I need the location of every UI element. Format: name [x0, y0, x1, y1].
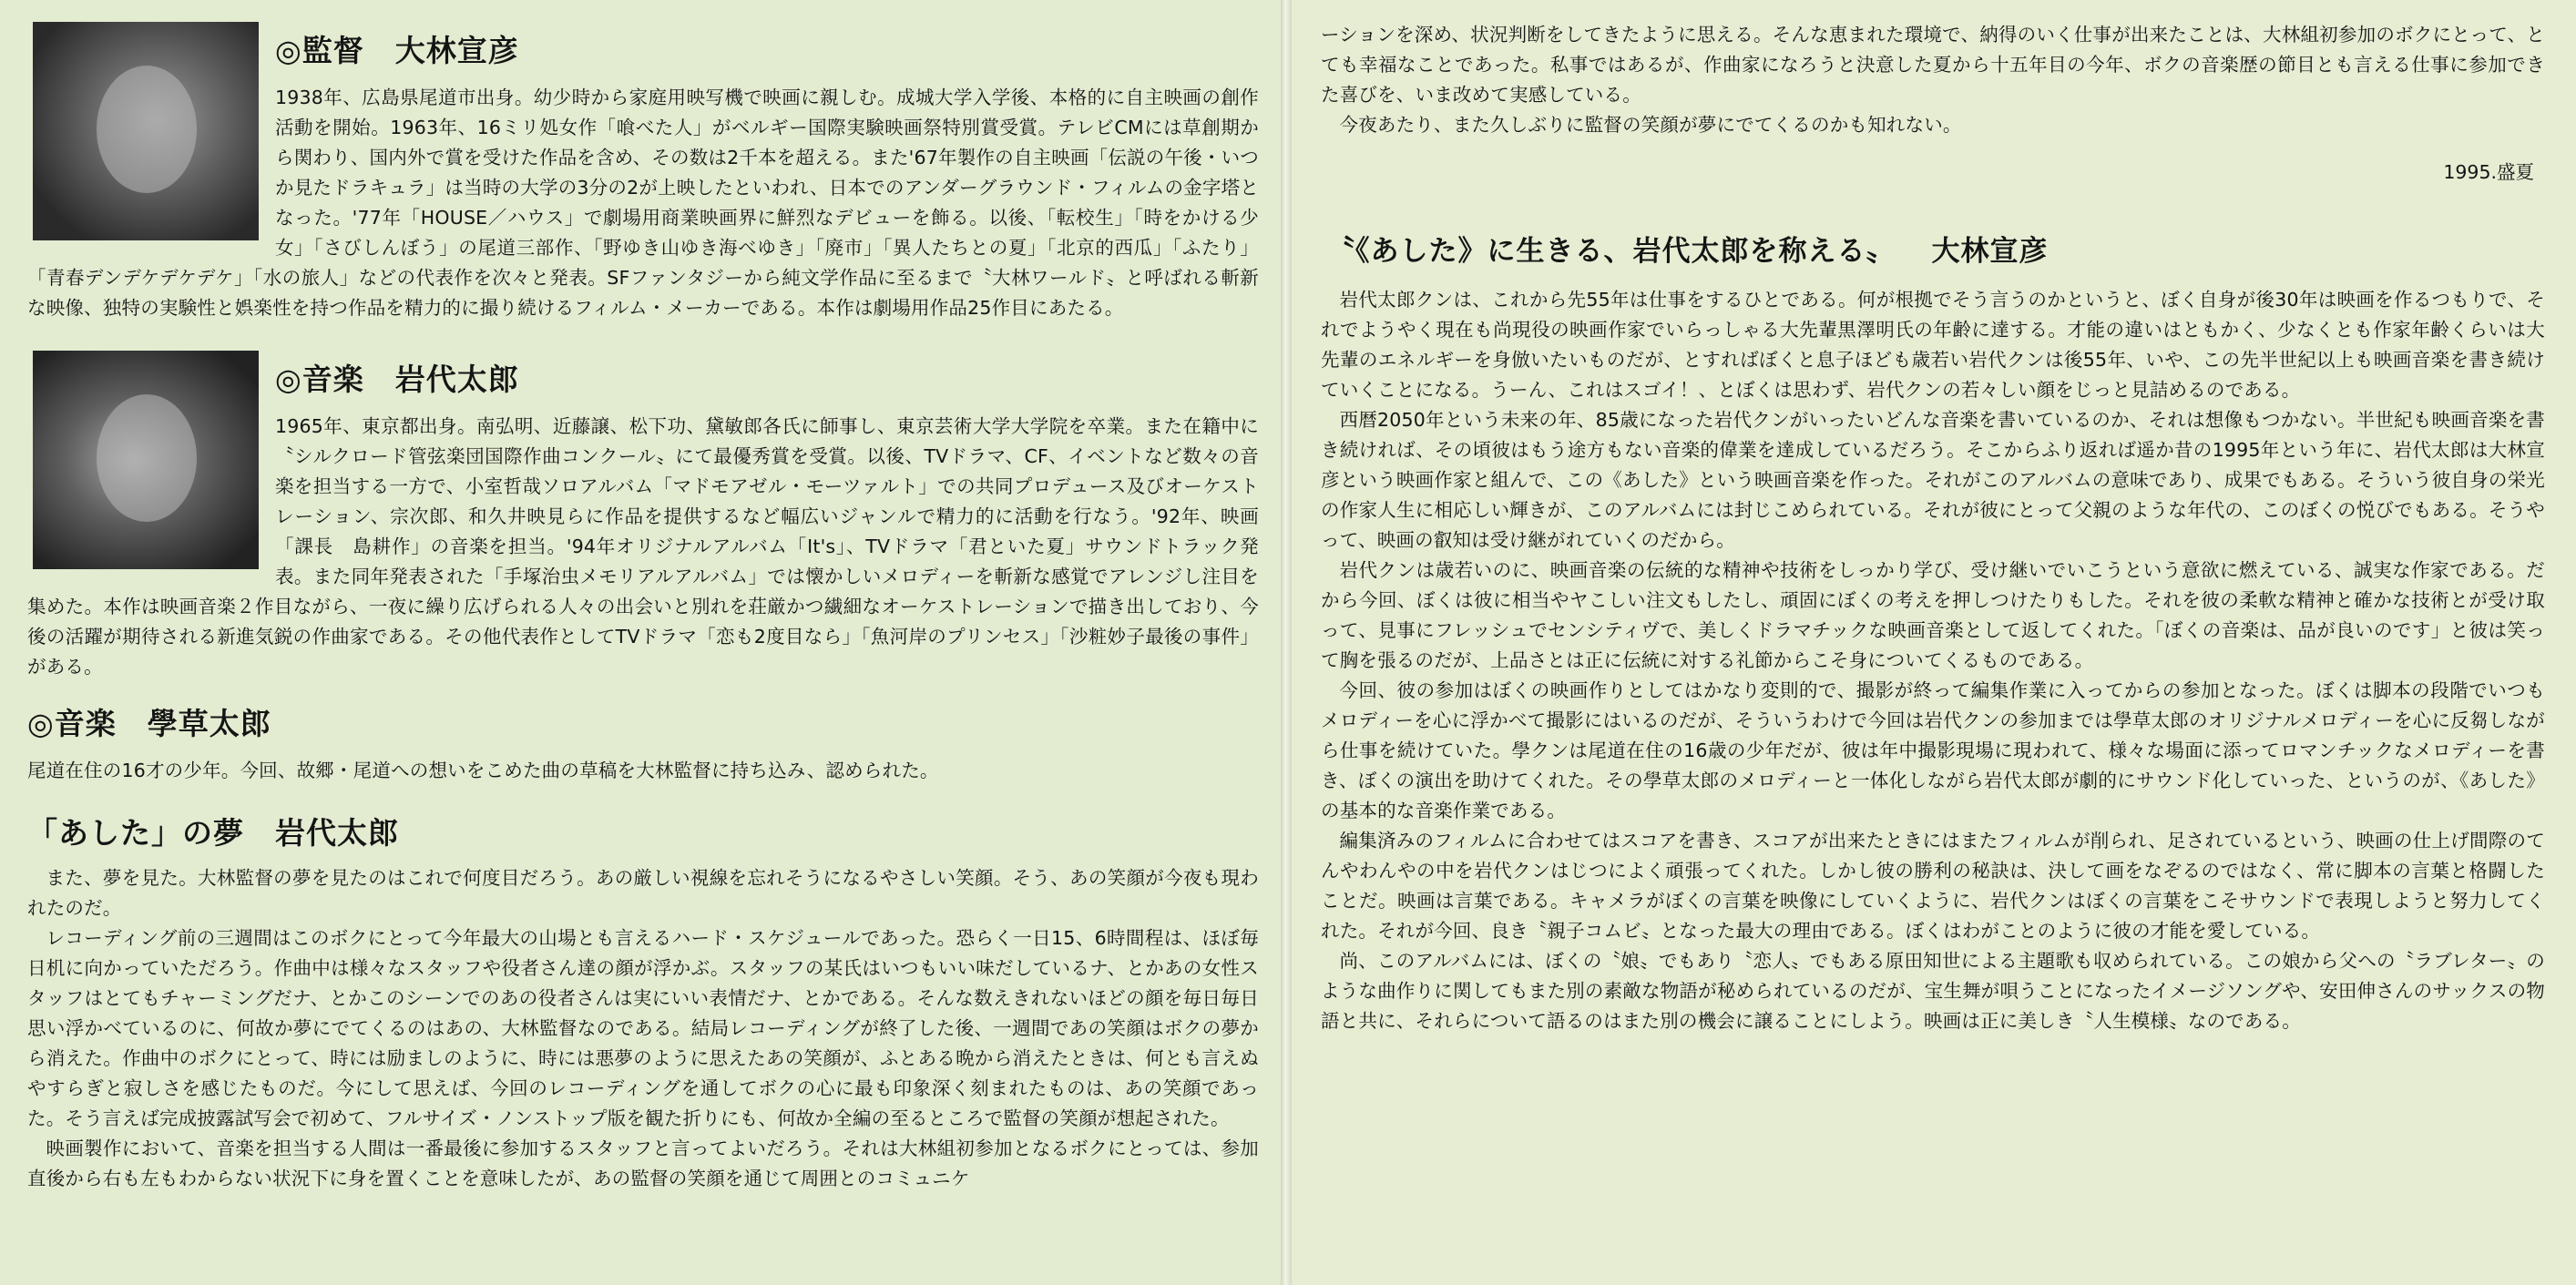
composer-bio-section — [27, 349, 1259, 682]
essay-title: 「あした」の夢 — [27, 815, 244, 851]
director-role: ◎監督 — [275, 33, 364, 68]
essay-paragraph: レコーディング前の三週間はこのボクにとって今年最大の山場とも言えるハード・スケジュールであった。恐らく一日15、6時間程は、ほぼ毎日机に向かっていただろう。作曲中は様々なスタッフや役者さん達の顔が浮かぶ。スタッフの某氏はいつもいい味だしているナ、とかあの女性スタッフはとてもチャーミングだナ、とかこのシーンでのあの役者さんは実にいい表情だナ、とかである。そんな数えきれないほどの顔を毎日毎日思い浮かべているのに、何故か夢にでてくるのはあの、大林監督なのである。結局レコーディングが終了した後、一週間であの笑顔はボクの夢から消えた。作曲中のボクにとって、時には励ましのように、時には悪夢のように思えたあの笑顔が、ふとある晩から消えたときは、何とも言えぬやすらぎと寂しさを感じたものだ。今にして思えば、今回のレコーディングを通してボクの心に最も印象深く刻まれたものは、あの笑顔であった。そう言えば完成披露試写会で初めて、フルサイズ・ノンストップ版を観た折りにも、何故か全編の至るところで監督の笑顔が想起された。 — [27, 927, 1259, 1129]
essay2-paragraph: 編集済みのフィルムに合わせてはスコアを書き、スコアが出来たときにはまたフィルムが削られ、足されているという、映画の仕上げ間際のてんやわんやの中を岩代クンはじつによく頑張ってくれた。しかし彼の勝利の秘訣は、決して画をなぞるのではなく、常に脚本の言葉と格闘したことだ。映画は言葉である。キャメラがぼくの言葉を映像にしていくように、岩代クンはぼくの言葉をこそサウンドで表現しようと努力してくれた。それが今回、良き〝親子コムビ〟となった最大の理由である。ぼくはわがことのように彼の才能を愛している。 — [1321, 830, 2545, 942]
essay-section — [27, 810, 1259, 1194]
essay2-title: 〝《あした》に生きる、岩代太郎を称える〟 — [1326, 235, 1896, 268]
essay2-paragraph: 岩代太郎クンは、これから先55年は仕事をするひとである。何が根拠でそう言うのかというと、ぼく自身が後30年は映画を作るつもりで、それでようやく現在も尚現役の映画作家でいらっしゃる大先輩黒澤明氏の年齢に達する。才能の違いはともかく、少なくとも作家年齢くらいは大先輩のエネルギーを身倣いたいものだが、とすればぼくと息子ほども歳若い岩代クンは後55年、いや、この先半世紀以上も映画音楽を書き続けていくことになる。うーん、これはスゴイ！、とぼくは思わず、岩代クンの若々しい顔をじっと見詰めるのである。 — [1321, 289, 2545, 401]
composer-photo — [33, 351, 259, 569]
essay2-paragraph: 岩代クンは歳若いのに、映画音楽の伝統的な精神や技術をしっかり学び、受け継いでいこうという意欲に燃えている、誠実な作家である。だから今回、ぼくは彼に相当やヤこしい注文もしたし、頑固にぼくの考えを押しつけたりもした。それを彼の柔軟な精神と確かな技術とが受け取って、見事にフレッシュでセンシティヴで、美しくドラマチックな映画音楽として返してくれた。「ぼくの音楽は、品が良いのです」と彼は笑って胸を張るのだが、上品さとは正に伝統に対する礼節からこそ身についてくるものである。 — [1321, 559, 2545, 671]
book-gutter — [1281, 0, 1292, 1285]
composer2-heading — [27, 700, 1259, 743]
essay-paragraph: 映画製作において、音楽を担当する人間は一番最後に参加するスタッフと言ってよいだろう。それは大林組初参加となるボクにとっては、参加直後から右も左もわからない状況下に身を置くことを意味したが、あの監督の笑顔を通じて周囲とのコミュニケ — [27, 1137, 1259, 1189]
composer-role: ◎音楽 — [275, 362, 364, 397]
composer-name: 岩代太郎 — [394, 362, 519, 397]
director-name: 大林宣彦 — [394, 33, 519, 68]
essay-paragraph: また、夢を見た。大林監督の夢を見たのはこれで何度目だろう。あの厳しい視線を忘れそうになるやさしい笑顔。そう、あの笑顔が今夜も現われたのだ。 — [27, 867, 1259, 919]
essay-author: 岩代太郎 — [275, 815, 399, 851]
essay2-paragraph: 西暦2050年という未来の年、85歳になった岩代クンがいったいどんな音楽を書いているのか、それは想像もつかない。半世紀も映画音楽を書き続ければ、その頃彼はもう途方もない音楽的偉業を達成しているだろう。そこからふり返れば遥か昔の1995年という年に、岩代太郎は大林宣彦という映画作家と組んで、この《あした》という映画音楽を作った。それがこのアルバムの意味であり、成果でもある。そういう彼自身の栄光の作家人生に相応しい輝きが、このアルバムには封じこめられている。それが彼にとって父親のような年代の、このぼくの悦びでもある。そうやって、映画の叡知は受け継がれていくのだから。 — [1321, 409, 2545, 551]
essay2-paragraph: 今回、彼の参加はぼくの映画作りとしてはかなり変則的で、撮影が終って編集作業に入ってからの参加となった。ぼくは脚本の段階でいつもメロディーを心に浮かべて撮影にはいるのだが、そういうわけで今回は岩代クンの参加までは學草太郎のオリジナルメロディーを心に反芻しながら仕事を続けていた。學クンは尾道在住の16歳の少年だが、彼は年中撮影現場に現われて、様々な場面に添ってロマンチックなメロディーを書き、ぼくの演出を助けてくれた。その學草太郎のメロディーと一体化しながら岩代太郎が劇的にサウンド化していった、というのが、《あした》の基本的な音楽作業である。 — [1321, 679, 2545, 821]
right-page — [1292, 0, 2576, 1285]
essay-heading — [27, 810, 1259, 852]
composer-bio-text: 1965年、東京都出身。南弘明、近藤譲、松下功、黛敏郎各氏に師事し、東京芸術大学大学院を卒業。また在籍中に〝シルクロード管弦楽団国際作曲コンクール〟にて最優秀賞を受賞。以後、TVドラマ、CF、イベントなど数々の音楽を担当する一方で、小室哲哉ソロアルバム「マドモアゼル・モーツァルト」での共同プロデュース及びオーケストレーション、宗次郎、和久井映見らに作品を提供するなど幅広いジャンルで精力的に活動を行なう。'92年、映画「課長 島耕作」の音楽を担当。'94年オリジナルアルバム「It's」、TVドラマ「君といた夏」サウンドトラック発表。また同年発表された「手塚治虫メモリアルアルバム」では懐かしいメロディーを斬新な感覚でアレンジし注目を集めた。本作は映画音楽２作目ながら、一夜に繰り広げられる人々の出会いと別れを荘厳かつ繊細なオーケストレーションで描き出しており、今後の活躍が期待される新進気鋭の作曲家である。その他代表作としてTVドラマ「恋も2度目なら」「魚河岸のプリンセス」「沙粧妙子最後の事件」がある。 — [27, 415, 1259, 678]
essay2-heading — [1326, 228, 2545, 269]
essay2-paragraph: 尚、このアルバムには、ぼくの〝娘〟でもあり〝恋人〟でもある原田知世による主題歌も収められている。この娘から父への〝ラブレター〟のような曲作りに関してもまた別の素敵な物語が秘められているのだが、宝生舞が唄うことになったイメージソングや、安田伸さんのサックスの物語と共に、それらについて語るのはまた別の機会に譲ることにしよう。映画は正に美しき〝人生模様〟なのである。 — [1321, 950, 2545, 1032]
essay-date: 1995.盛夏 — [2443, 161, 2534, 183]
essay-continued-paragraph: ーションを深め、状況判断をしてきたように思える。そんな恵まれた環境で、納得のいく仕事が出来たことは、大林組初参加のボクにとって、とても幸福なことであった。私事ではあるが、作曲家になろうと決意した夏から十五年目の今年、ボクの音楽歴の節目とも言える仕事に参加できた喜びを、いま改めて実感している。 — [1321, 24, 2545, 106]
left-page — [0, 0, 1281, 1285]
composer2-name: 學草太郎 — [147, 706, 271, 741]
composer2-bio-section — [27, 700, 1259, 786]
director-bio-section — [27, 20, 1259, 323]
essay-continued-paragraph: 今夜あたり、また久しぶりに監督の笑顔が夢にでてくるのかも知れない。 — [1339, 114, 1962, 136]
essay2-author: 大林宣彦 — [1931, 235, 2049, 268]
director-bio-text: 1938年、広島県尾道市出身。幼少時から家庭用映写機で映画に親しむ。成城大学入学後、本格的に自主映画の創作活動を開始。1963年、16ミリ処女作「喰べた人」がベルギー国際実験映画祭特別賞受賞。テレビCMには草創期から関わり、国内外で賞を受けた作品を含め、その数は2千本を超える。また'67年製作の自主映画「伝説の午後・いつか見たドラキュラ」は当時の大学の3分の2が上映したといわれ、日本でのアンダーグラウンド・フィルムの金字塔となった。'77年「HOUSE／ハウス」で劇場用商業映画界に鮮烈なデビューを飾る。以後、「転校生」「時をかける少女」「さびしんぼう」の尾道三部作、「野ゆき山ゆき海べゆき」「廃市」「異人たちとの夏」「北京的西瓜」「ふたり」「青春デンデケデケデケ」「水の旅人」などの代表作を次々と発表。SFファンタジーから純文学作品に至るまで〝大林ワールド〟と呼ばれる斬新な映像、独特の実験性と娯楽性を持つ作品を精力的に撮り続けるフィルム・メーカーである。本作は劇場用作品25作目にあたる。 — [27, 87, 1259, 319]
composer2-bio-text: 尾道在住の16才の少年。今回、故郷・尾道への想いをこめた曲の草稿を大林監督に持ち込み、認められた。 — [27, 760, 939, 781]
composer2-role: ◎音楽 — [27, 706, 117, 741]
director-photo — [33, 22, 259, 240]
